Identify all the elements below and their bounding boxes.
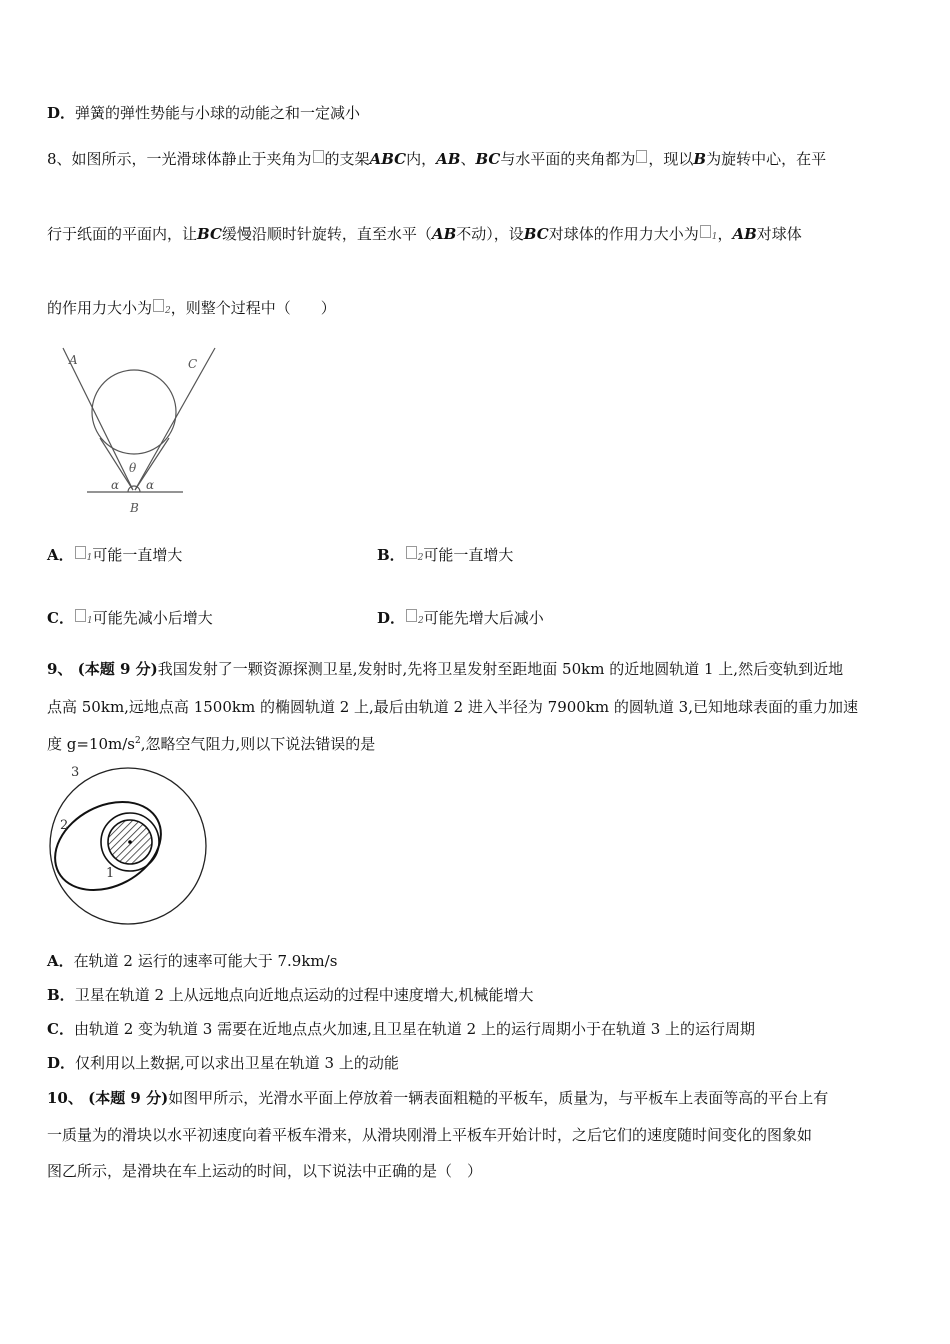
label-alpha-right: α xyxy=(146,478,155,492)
q8-text: 的作用力大小为 xyxy=(47,299,153,317)
q8-abc: ABC xyxy=(369,150,407,168)
q9-text: 点高 50km,远地点高 1500km 的椭圆轨道 2 上,最后由轨道 2 进入半径为 7900km 的圆轨道 3,已知地球表面的重力加速 xyxy=(47,698,858,716)
pivot xyxy=(128,486,140,492)
label-theta: θ xyxy=(129,461,137,475)
support-ab xyxy=(63,348,133,490)
label-alpha-left: α xyxy=(111,478,120,492)
q9-option-b xyxy=(47,984,534,1005)
option-label: C． xyxy=(47,609,74,627)
q8-line-1 xyxy=(47,148,826,169)
q7-option-d xyxy=(47,102,360,123)
q8-text: 对球体的作用力大小为 xyxy=(548,225,699,243)
subscript: 1 xyxy=(711,232,718,242)
q10-line-1 xyxy=(47,1087,828,1108)
q8-text: 不动），设 xyxy=(456,225,524,243)
q8-text: 对球体 xyxy=(756,225,802,243)
option-text: 由轨道 2 变为轨道 3 需要在近地点点火加速,且卫星在轨道 2 上的运行周期小于在轨道 3 上的运行周期 xyxy=(73,1020,756,1038)
q9-figure xyxy=(44,760,214,930)
q10-text: 图乙所示，是滑块在车上运动的时间，以下说法中正确的是（ ） xyxy=(47,1162,483,1180)
q9-line-2 xyxy=(47,696,858,717)
q8-text: 、 xyxy=(460,150,476,168)
q8-text: 的支架 xyxy=(324,150,370,168)
q8-bc: BC xyxy=(197,225,222,243)
option-label: A． xyxy=(47,546,74,564)
placeholder-icon xyxy=(75,609,86,622)
q8-text: 8、如图所示，一光滑球体静止于夹角为 xyxy=(47,150,312,168)
earth-center xyxy=(128,840,132,844)
q9-number: 9、 (本题 9 分) xyxy=(47,660,158,678)
q8-b: B xyxy=(693,150,707,168)
q8-option-d xyxy=(377,607,544,628)
q8-option-b xyxy=(377,544,513,565)
superscript: 2 xyxy=(135,736,141,746)
q9-line-1 xyxy=(47,658,843,679)
label-orbit-3: 3 xyxy=(71,765,80,780)
label-orbit-1: 1 xyxy=(106,866,115,881)
option-text: 可能一直增大 xyxy=(92,546,183,564)
q8-text: 为旋转中心，在平 xyxy=(706,150,827,168)
label-a: A xyxy=(69,353,78,367)
ball xyxy=(92,370,176,454)
option-text: 仅利用以上数据,可以求出卫星在轨道 3 上的动能 xyxy=(75,1054,399,1072)
option-label: B． xyxy=(47,986,75,1004)
q9-option-c xyxy=(47,1018,755,1039)
q8-line-2 xyxy=(47,223,802,244)
q8-option-a xyxy=(47,544,182,565)
q9-text: ,忽略空气阻力,则以下说法错误的是 xyxy=(140,735,376,753)
option-label: A． xyxy=(47,952,74,970)
subscript: 2 xyxy=(165,306,171,316)
q8-line-3 xyxy=(47,297,336,318)
q9-text: 我国发射了一颗资源探测卫星,发射时,先将卫星发射至距地面 50km 的近地圆轨道 1 上,然后变轨到近地 xyxy=(157,660,844,678)
q10-line-2 xyxy=(47,1124,812,1145)
placeholder-icon xyxy=(406,609,417,622)
placeholder-icon xyxy=(75,546,86,559)
subscript: 2 xyxy=(418,616,424,626)
q8-ab: AB xyxy=(436,150,461,168)
q9-option-a xyxy=(47,950,337,971)
subscript: 2 xyxy=(417,553,424,563)
option-text: 在轨道 2 运行的速率可能大于 7.9km/s xyxy=(73,952,338,970)
q10-line-3 xyxy=(47,1160,482,1181)
q9-text: 度 g=10m/s xyxy=(47,735,136,753)
q8-bc: BC xyxy=(523,225,549,243)
option-text: 可能一直增大 xyxy=(423,546,514,564)
q9-line-3 xyxy=(47,733,375,754)
q8-ab: AB xyxy=(732,225,757,243)
q8-text: 与水平面的夹角都为 xyxy=(500,150,636,168)
q10-number: 10、 (本题 9 分) xyxy=(47,1089,169,1107)
option-text: 卫星在轨道 2 上从远地点向近地点运动的过程中速度增大,机械能增大 xyxy=(74,986,534,1004)
option-label: B． xyxy=(377,546,405,564)
option-label: C． xyxy=(47,1020,74,1038)
q8-text: 缓慢沿顺时针旋转，直至水平（ xyxy=(221,225,432,243)
q8-text: 行于纸面的平面内，让 xyxy=(47,225,198,243)
label-b: B xyxy=(130,501,139,515)
placeholder-icon xyxy=(313,150,324,163)
q8-figure xyxy=(45,340,225,520)
option-label: D． xyxy=(47,104,76,122)
placeholder-icon xyxy=(406,546,417,559)
q8-bc: BC xyxy=(475,150,501,168)
q8-text: ，现以 xyxy=(648,150,694,168)
q10-text: 如图甲所示，光滑水平面上停放着一辆表面粗糙的平板车，质量为，与平板车上表面等高的平台上有 xyxy=(168,1089,829,1107)
placeholder-icon xyxy=(700,225,711,238)
q8-text: 内， xyxy=(406,150,437,168)
option-label: D． xyxy=(377,609,406,627)
q8-text: ，则整个过程中（ ） xyxy=(170,299,336,317)
q8-option-c xyxy=(47,607,213,628)
placeholder-icon xyxy=(636,150,647,163)
q9-option-d xyxy=(47,1052,399,1073)
subscript: 1 xyxy=(86,553,93,563)
label-c: C xyxy=(188,357,198,371)
q8-text: ， xyxy=(717,225,733,243)
q10-text: 一质量为的滑块以水平初速度向着平板车滑来，从滑块刚滑上平板车开始计时，之后它们的速度随时间变化的图象如 xyxy=(47,1126,813,1144)
option-text: 可能先减小后增大 xyxy=(92,609,213,627)
option-text: 弹簧的弹性势能与小球的动能之和一定减小 xyxy=(75,104,361,122)
subscript: 1 xyxy=(86,616,93,626)
option-label: D． xyxy=(47,1054,76,1072)
label-orbit-2: 2 xyxy=(60,818,69,833)
placeholder-icon xyxy=(153,299,164,312)
option-text: 可能先增大后减小 xyxy=(423,609,544,627)
q8-ab: AB xyxy=(431,225,457,243)
